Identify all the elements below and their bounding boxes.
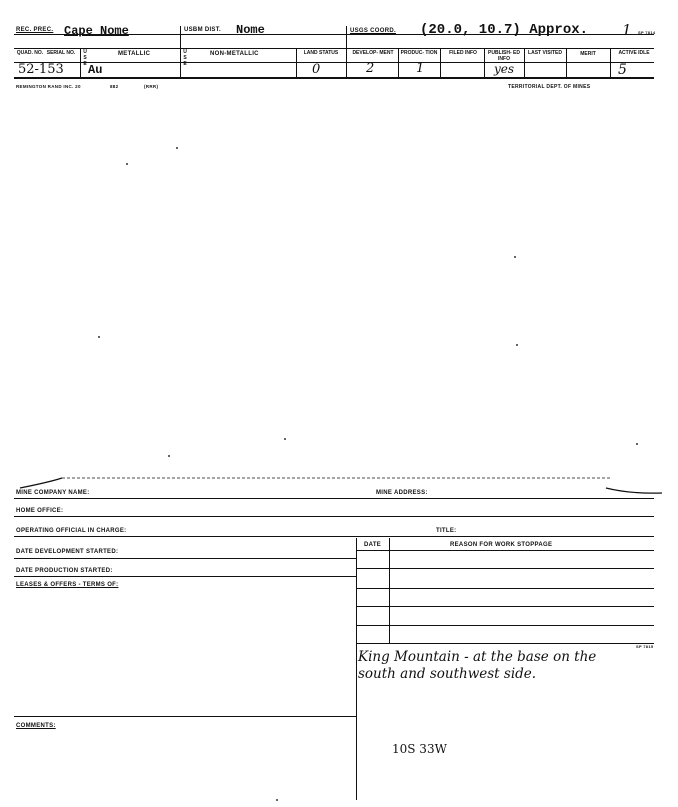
scan-speck [636,443,638,445]
top-border-stroke [10,474,670,498]
quad-serial-value: 52-153 [18,62,64,77]
development-label: DEVELOP- MENT [352,50,394,56]
usgs-coord-value: (20.0, 10.7) Approx. [420,22,589,38]
scan-speck [284,438,286,440]
rule-stoppage-3 [356,606,654,607]
date-production-label: DATE PRODUCTION STARTED: [16,568,113,574]
nonmetallic-label: NON-METALLIC [210,51,259,57]
land-status-label: LAND STATUS [303,50,339,56]
published-info-label: PUBLISH- ED INFO [488,50,520,62]
handwritten-township: 10S 33W [392,742,447,756]
column-divider [398,48,399,78]
operating-official-label: OPERATING OFFICIAL IN CHARGE: [16,528,127,534]
rule-company [14,498,654,499]
usbm-dist-value: Nome [236,23,265,37]
rule-official [14,536,654,537]
scan-speck [168,455,170,457]
published-info-value: yes [494,62,515,76]
leases-label: LEASES & OFFERS - TERMS OF: [16,582,119,588]
scan-speck [98,336,100,338]
rule-stoppage-4 [356,625,654,626]
column-divider [80,48,81,78]
column-divider [346,48,347,78]
rule-stoppage-1 [356,568,654,569]
filed-info-label: FILED INFO [449,50,477,56]
column-divider [484,48,485,78]
center-divider [356,538,357,800]
production-value: 1 [416,61,425,76]
column-divider [296,48,297,78]
quad-label: QUAD. NO. [16,50,44,56]
handwritten-location-line-2: south and southwest side. [358,666,537,682]
date-development-label: DATE DEVELOPMENT STARTED: [16,549,119,555]
active-idle-value: 5 [618,62,627,78]
rec-prec-label: REC. PREC. [16,27,54,33]
metallic-value: Au [88,63,103,77]
home-office-label: HOME OFFICE: [16,508,64,514]
column-divider [610,48,611,78]
active-idle-label: ACTIVE IDLE [618,50,650,56]
title-label: TITLE: [436,528,457,534]
header-rule-low [14,62,654,63]
handwritten-location-line-1: King Mountain - at the base on the [358,649,597,665]
header-rule-mid [14,48,654,49]
rule-stoppage-2 [356,588,654,589]
column-divider [566,48,567,78]
form-number-bottom: SP 7815 [636,644,654,649]
column-divider [524,48,525,78]
merit-label: MERIT [580,51,596,57]
last-visited-label: LAST VISITED [528,50,562,56]
rule-date-prod [14,576,356,577]
rec-prec-value: Cape Nome [64,24,129,38]
production-label: PRODUC- TION [400,50,438,56]
column-divider [180,48,181,78]
reason-label: REASON FOR WORK STOPPAGE [450,542,553,548]
date-column-label: DATE [364,542,382,548]
form-number-top: SP 7814 [638,30,656,35]
comments-label: COMMENTS: [16,723,56,729]
rule-stoppage-5 [356,643,654,644]
printer-code-2: (RRR) [144,84,159,89]
rule-date-dev [14,558,356,559]
rule-comments [14,716,356,717]
mine-address-label: MINE ADDRESS: [376,490,428,496]
serial-label: SERIAL NO. [46,50,76,56]
scan-speck [514,256,516,258]
metallic-label: METALLIC [118,51,151,57]
mine-company-label: MINE COMPANY NAME: [16,490,90,496]
scan-speck [126,163,128,165]
header-divider [346,26,347,48]
rule-date-header [356,550,654,551]
use-letters: U S E [183,49,187,67]
scan-speck [276,799,278,801]
header-divider [180,26,181,48]
use-letters: U S E [83,49,87,67]
column-divider [440,48,441,78]
scan-speck [516,344,518,346]
development-value: 2 [366,61,375,76]
printer-code: 882 [110,84,119,89]
usbm-dist-label: USBM DIST. [184,27,222,33]
header-rule-bottom [14,77,654,79]
printer-credit: REMINGTON RAND INC. 20 [16,84,81,89]
usgs-coord-label: USGS COORD. [350,28,396,34]
corner-number: 1 [622,21,632,39]
department-name: TERRITORIAL DEPT. OF MINES [508,84,591,90]
date-column-divider [389,538,390,643]
land-status-value: 0 [312,62,321,77]
scan-speck [176,147,178,149]
rule-home-office [14,516,654,517]
